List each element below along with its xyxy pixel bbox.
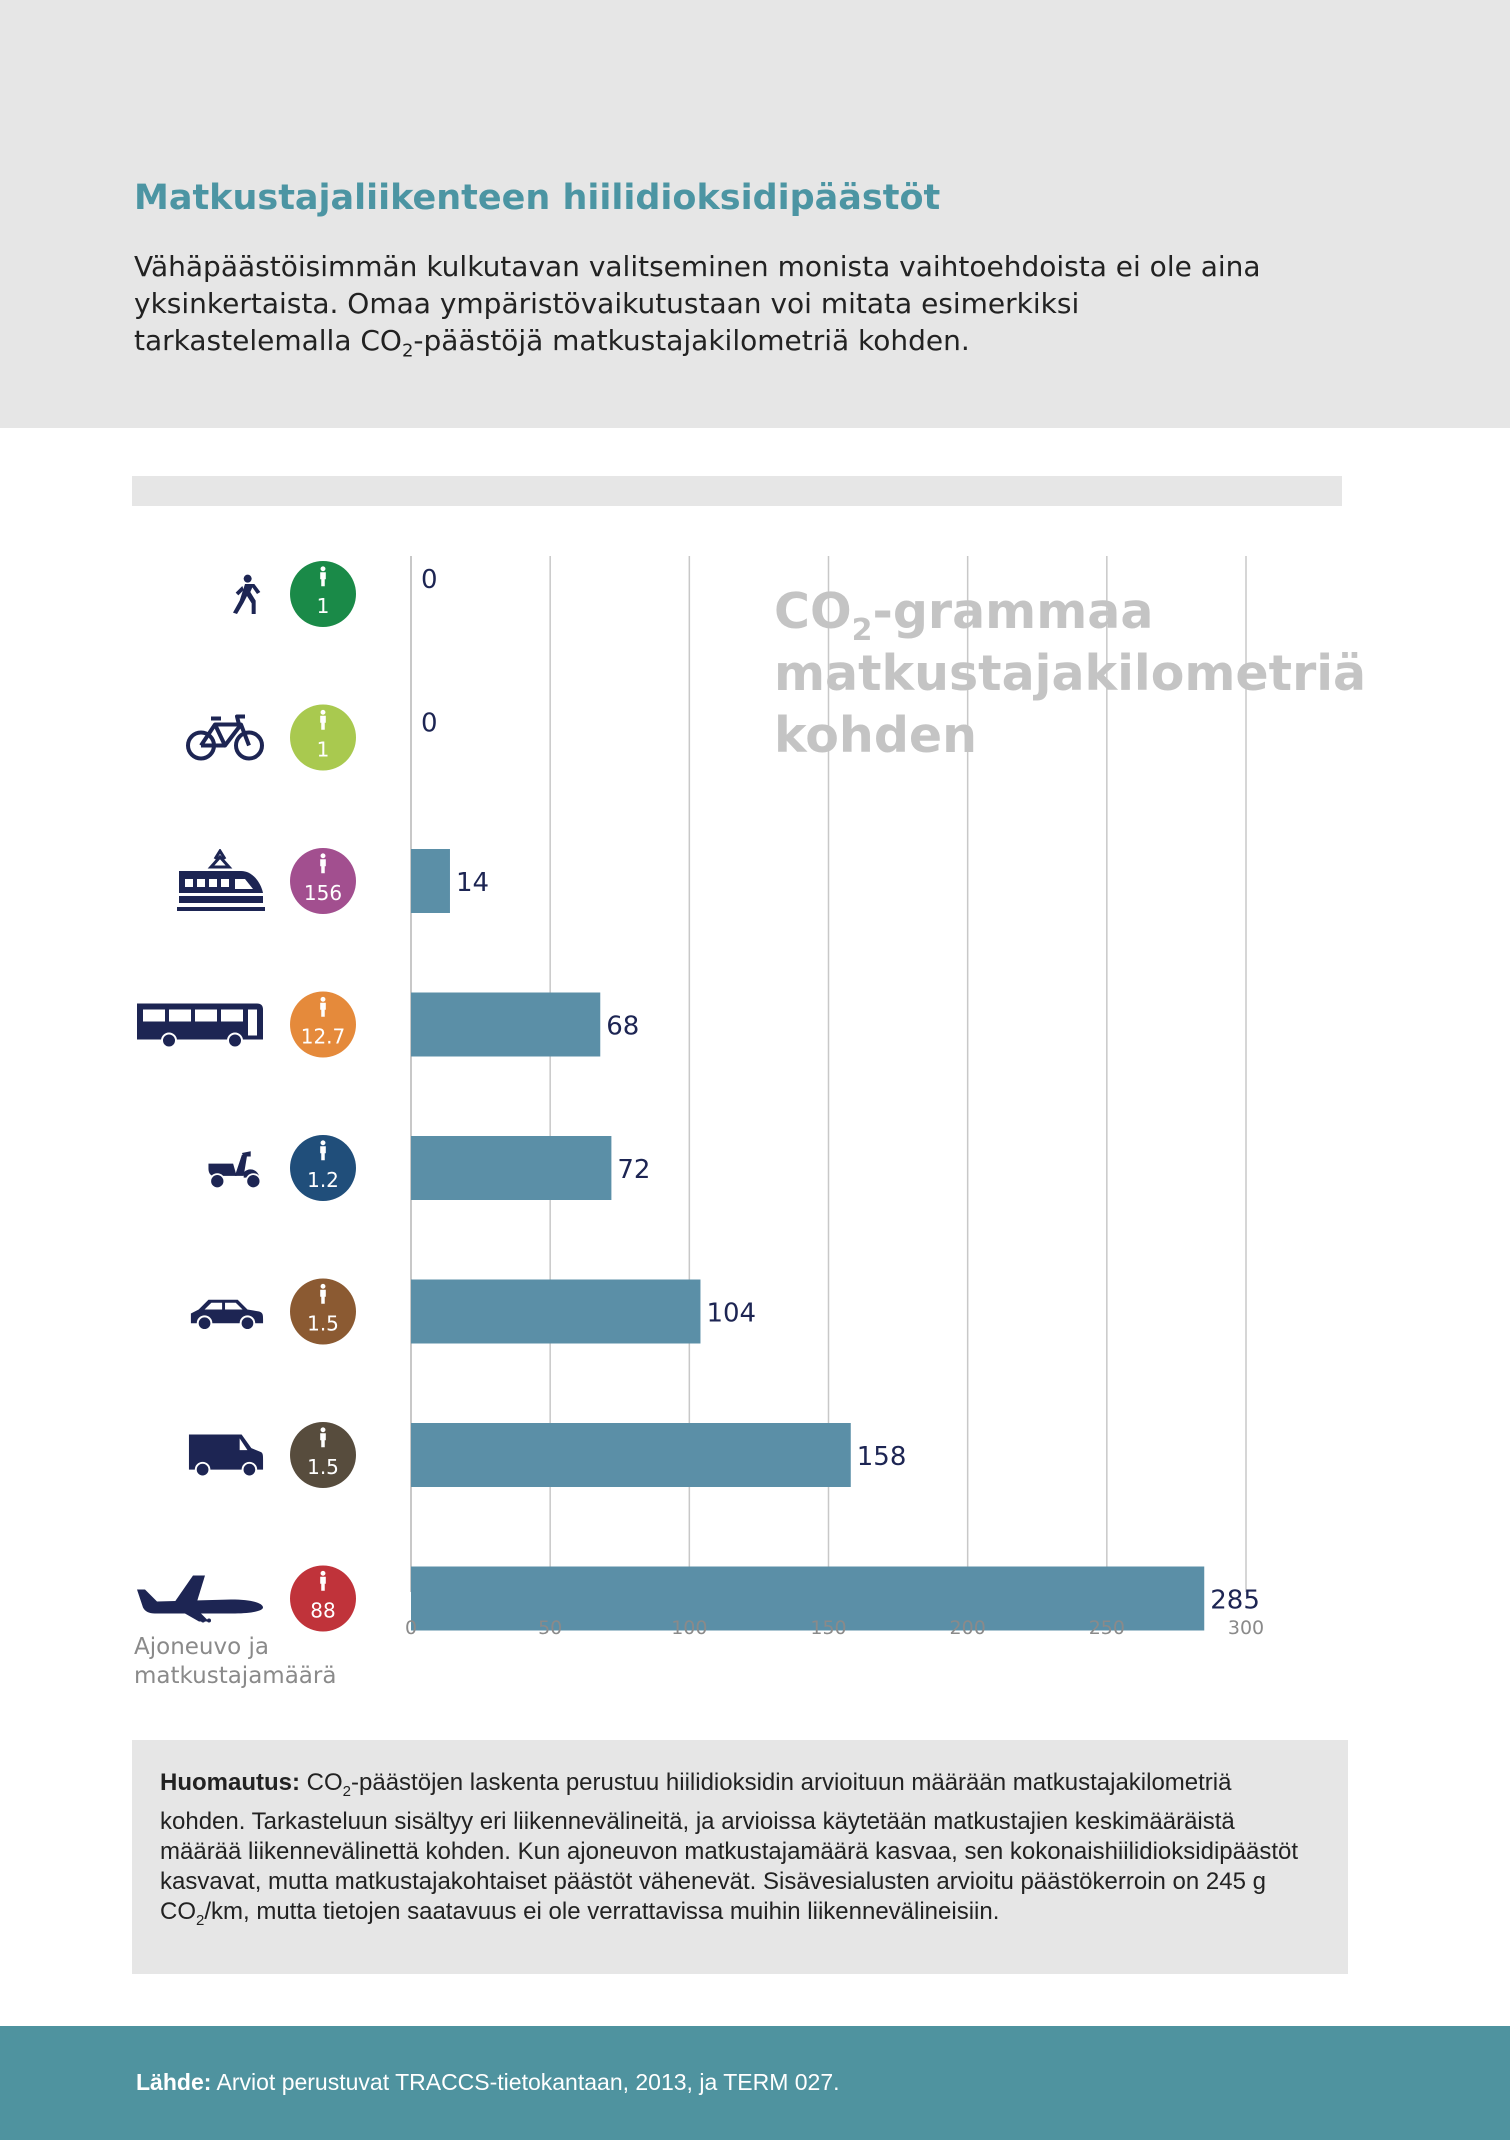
x-tick-label: 100 <box>671 1617 708 1639</box>
chart-row <box>208 1135 650 1201</box>
value-label: 158 <box>856 1442 907 1472</box>
note-label: Huomautus: <box>160 1769 300 1796</box>
chart-row <box>177 848 489 914</box>
y-axis-label-line2: matkustajamäärä <box>134 1663 337 1689</box>
chart-annotation <box>774 583 1383 764</box>
annotation-line1-pre: CO <box>774 583 852 640</box>
annotation-line2: matkustajakilometriä <box>774 645 1367 702</box>
x-tick-label: 0 <box>404 1617 418 1639</box>
x-tick-label: 150 <box>810 1617 847 1639</box>
passenger-count: 1 <box>316 594 330 618</box>
value-label: 0 <box>421 708 438 739</box>
x-tick-label: 300 <box>1227 1617 1265 1639</box>
intro-text <box>134 248 1284 370</box>
intro-text-part2: -päästöjä matkustajakilometriä kohden. <box>413 324 970 357</box>
value-label: 72 <box>617 1155 651 1185</box>
passenger-count: 1.5 <box>307 1455 339 1479</box>
chart-row <box>191 1279 756 1345</box>
bar <box>411 1423 851 1487</box>
page-title: Matkustajaliikenteen hiilidioksidipäästöt <box>134 178 941 218</box>
note-box <box>132 1740 1348 1974</box>
note-sub1: 2 <box>342 1782 352 1800</box>
annotation-line3: kohden <box>774 707 978 764</box>
value-label: 0 <box>421 565 438 595</box>
passenger-count: 1 <box>316 737 330 762</box>
chart-row <box>189 1422 906 1488</box>
note-part2: -päästöjen laskenta perustuu hiilidioksidin arvioituun määrään matkustajakilometriä kohden. Tarkasteluun sisältyy eri liikennevälineitä, ja arvioissa käytetään matkustajien keskimääräistä määrää liikennevälinettä kohden. Kun ajoneuvon matkustajamäärä kasvaa, sen kokonaishiilidioksidipäästöt kasvavat, mutta matkustajakohtaiset päästöt vähenevät. Sisävesialusten arvioitu päästökerroin on 245 g CO <box>160 1769 1299 1925</box>
chart-row <box>233 561 438 627</box>
passenger-count: 156 <box>303 881 343 905</box>
chart-row <box>188 705 438 771</box>
passenger-count: 12.7 <box>300 1024 346 1049</box>
note-sub2: 2 <box>196 1911 205 1929</box>
value-label: 14 <box>455 868 490 898</box>
chart-rows <box>137 561 1260 1632</box>
passenger-count: 1.2 <box>307 1168 339 1192</box>
value-label: 285 <box>1210 1585 1260 1616</box>
bar <box>411 993 600 1057</box>
value-label: 68 <box>606 1011 640 1042</box>
x-tick-label: 250 <box>1088 1617 1125 1639</box>
y-axis-label <box>134 1634 336 1689</box>
bar <box>411 1567 1204 1631</box>
annotation-line1-post: -grammaa <box>872 583 1154 640</box>
bar <box>411 849 450 913</box>
note-part3: /km, mutta tietojen saatavuus ei ole verrattavissa muihin liikennevälineisiin. <box>204 1897 1000 1925</box>
value-label: 104 <box>706 1298 757 1329</box>
x-tick-label: 200 <box>949 1617 986 1639</box>
van-icon <box>189 1435 263 1477</box>
airplane-icon <box>137 1576 263 1623</box>
intro-subscript: 2 <box>401 340 414 362</box>
car-icon <box>191 1300 263 1330</box>
train-icon <box>177 851 265 911</box>
passenger-count: 88 <box>310 1598 336 1623</box>
source-text <box>136 2069 840 2096</box>
passenger-count: 1.5 <box>307 1311 339 1336</box>
source-label: Lähde: <box>136 2069 212 2095</box>
annotation-line1-sub: 2 <box>851 613 873 648</box>
chart-row <box>137 992 639 1058</box>
bar <box>411 1280 700 1344</box>
intro-text-part1: Vähäpäästöisimmän kulkutavan valitseminen monista vaihtoehdoista ei ole aina yksinkertaista. Omaa ympäristövaikutustaan voi mitata esimerkiksi tarkastelemalla CO <box>134 250 1261 357</box>
bar <box>411 1136 611 1200</box>
annotation-line1 <box>774 583 1153 648</box>
header-band <box>0 0 1510 428</box>
walking-icon <box>233 575 260 614</box>
source-value: Arviot perustuvat TRACCS-tietokantaan, 2013, ja TERM 027. <box>211 2069 840 2095</box>
note-text <box>160 1768 1320 1936</box>
note-part1: CO <box>300 1769 343 1796</box>
y-axis-label-line1: Ajoneuvo ja <box>134 1634 269 1660</box>
footer-band <box>0 2026 1510 2140</box>
bicycle-icon <box>188 717 262 759</box>
x-tick-label: 50 <box>538 1617 563 1639</box>
chart-top-bar <box>132 476 1342 506</box>
bus-icon <box>137 1004 263 1048</box>
scooter-icon <box>208 1151 260 1188</box>
emissions-bar-chart <box>0 520 1510 1700</box>
